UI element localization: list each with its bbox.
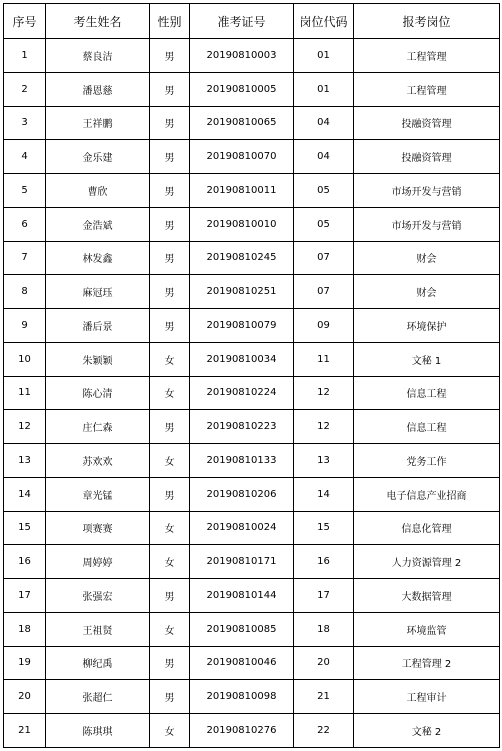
seq-cell: 5 (4, 174, 46, 208)
table-row (4, 309, 500, 343)
exam-number-cell: 20190810070 (190, 140, 294, 174)
gender-cell: 男 (150, 207, 190, 241)
post-cell: 工程审计 (354, 680, 500, 714)
name-cell: 麻冠珏 (46, 275, 150, 309)
exam-number-cell: 20190810251 (190, 275, 294, 309)
name-cell: 潘后景 (46, 309, 150, 343)
table-row (4, 342, 500, 376)
name-cell: 庄仁森 (46, 410, 150, 444)
seq-cell: 12 (4, 410, 46, 444)
post-cell: 投融资管理 (354, 106, 500, 140)
gender-cell: 女 (150, 444, 190, 478)
post-code-cell: 04 (294, 106, 354, 140)
name-cell: 朱颖颖 (46, 342, 150, 376)
seq-cell: 13 (4, 444, 46, 478)
header-seq: 序号 (4, 4, 46, 39)
header-post-code: 岗位代码 (294, 4, 354, 39)
seq-cell: 16 (4, 545, 46, 579)
table-header-row (4, 4, 500, 39)
name-cell: 陈琪琪 (46, 714, 150, 748)
seq-cell: 19 (4, 646, 46, 680)
table-row (4, 579, 500, 613)
post-cell: 市场开发与营销 (354, 207, 500, 241)
exam-number-cell: 20190810098 (190, 680, 294, 714)
post-cell: 工程管理 (354, 39, 500, 73)
exam-number-cell: 20190810011 (190, 174, 294, 208)
name-cell: 金浩斌 (46, 207, 150, 241)
exam-number-cell: 20190810005 (190, 72, 294, 106)
name-cell: 王祥鹏 (46, 106, 150, 140)
exam-number-cell: 20190810085 (190, 612, 294, 646)
post-cell: 财会 (354, 241, 500, 275)
gender-cell: 女 (150, 511, 190, 545)
gender-cell: 男 (150, 39, 190, 73)
table-row (4, 646, 500, 680)
seq-cell: 7 (4, 241, 46, 275)
post-code-cell: 16 (294, 545, 354, 579)
post-code-cell: 09 (294, 309, 354, 343)
gender-cell: 女 (150, 376, 190, 410)
exam-number-cell: 20190810003 (190, 39, 294, 73)
table-row (4, 477, 500, 511)
post-cell: 市场开发与营销 (354, 174, 500, 208)
header-post: 报考岗位 (354, 4, 500, 39)
gender-cell: 男 (150, 646, 190, 680)
table-row (4, 511, 500, 545)
exam-number-cell: 20190810010 (190, 207, 294, 241)
gender-cell: 男 (150, 140, 190, 174)
name-cell: 林发鑫 (46, 241, 150, 275)
header-gender: 性别 (150, 4, 190, 39)
post-cell: 环境保护 (354, 309, 500, 343)
table-row (4, 612, 500, 646)
post-code-cell: 11 (294, 342, 354, 376)
post-code-cell: 05 (294, 207, 354, 241)
header-name: 考生姓名 (46, 4, 150, 39)
post-cell: 文秘 2 (354, 714, 500, 748)
post-cell: 大数据管理 (354, 579, 500, 613)
exam-number-cell: 20190810079 (190, 309, 294, 343)
name-cell: 潘恩慈 (46, 72, 150, 106)
post-code-cell: 14 (294, 477, 354, 511)
gender-cell: 男 (150, 579, 190, 613)
seq-cell: 9 (4, 309, 46, 343)
table-row (4, 444, 500, 478)
gender-cell: 男 (150, 680, 190, 714)
seq-cell: 20 (4, 680, 46, 714)
gender-cell: 男 (150, 241, 190, 275)
table-row (4, 376, 500, 410)
gender-cell: 男 (150, 309, 190, 343)
table-row (4, 275, 500, 309)
seq-cell: 15 (4, 511, 46, 545)
table-row (4, 241, 500, 275)
seq-cell: 2 (4, 72, 46, 106)
post-code-cell: 01 (294, 39, 354, 73)
post-code-cell: 05 (294, 174, 354, 208)
exam-number-cell: 20190810224 (190, 376, 294, 410)
seq-cell: 10 (4, 342, 46, 376)
seq-cell: 17 (4, 579, 46, 613)
gender-cell: 男 (150, 72, 190, 106)
exam-number-cell: 20190810276 (190, 714, 294, 748)
post-code-cell: 07 (294, 275, 354, 309)
post-cell: 党务工作 (354, 444, 500, 478)
name-cell: 陈心清 (46, 376, 150, 410)
seq-cell: 18 (4, 612, 46, 646)
name-cell: 曹欣 (46, 174, 150, 208)
post-cell: 投融资管理 (354, 140, 500, 174)
post-code-cell: 21 (294, 680, 354, 714)
gender-cell: 女 (150, 342, 190, 376)
post-cell: 文秘 1 (354, 342, 500, 376)
table-row (4, 106, 500, 140)
candidate-table (3, 3, 500, 748)
exam-number-cell: 20190810223 (190, 410, 294, 444)
name-cell: 张强宏 (46, 579, 150, 613)
post-code-cell: 18 (294, 612, 354, 646)
name-cell: 金乐建 (46, 140, 150, 174)
gender-cell: 女 (150, 545, 190, 579)
gender-cell: 男 (150, 275, 190, 309)
name-cell: 柳纪禹 (46, 646, 150, 680)
exam-number-cell: 20190810245 (190, 241, 294, 275)
seq-cell: 1 (4, 39, 46, 73)
table-body (4, 39, 500, 748)
post-code-cell: 13 (294, 444, 354, 478)
post-code-cell: 01 (294, 72, 354, 106)
gender-cell: 男 (150, 477, 190, 511)
table-row (4, 140, 500, 174)
exam-number-cell: 20190810144 (190, 579, 294, 613)
gender-cell: 女 (150, 612, 190, 646)
post-code-cell: 20 (294, 646, 354, 680)
exam-number-cell: 20190810171 (190, 545, 294, 579)
seq-cell: 3 (4, 106, 46, 140)
exam-number-cell: 20190810133 (190, 444, 294, 478)
exam-number-cell: 20190810024 (190, 511, 294, 545)
post-cell: 环境监管 (354, 612, 500, 646)
seq-cell: 14 (4, 477, 46, 511)
seq-cell: 6 (4, 207, 46, 241)
post-cell: 电子信息产业招商 (354, 477, 500, 511)
gender-cell: 男 (150, 106, 190, 140)
table-row (4, 72, 500, 106)
seq-cell: 8 (4, 275, 46, 309)
exam-number-cell: 20190810034 (190, 342, 294, 376)
table-row (4, 174, 500, 208)
name-cell: 周婷婷 (46, 545, 150, 579)
post-cell: 财会 (354, 275, 500, 309)
name-cell: 蔡良洁 (46, 39, 150, 73)
header-exam-number: 准考证号 (190, 4, 294, 39)
post-cell: 工程管理 (354, 72, 500, 106)
name-cell: 项赛赛 (46, 511, 150, 545)
post-code-cell: 04 (294, 140, 354, 174)
name-cell: 张超仁 (46, 680, 150, 714)
table-row (4, 680, 500, 714)
table-row (4, 545, 500, 579)
post-cell: 工程管理 2 (354, 646, 500, 680)
post-code-cell: 12 (294, 376, 354, 410)
post-code-cell: 12 (294, 410, 354, 444)
post-code-cell: 22 (294, 714, 354, 748)
table-row (4, 410, 500, 444)
seq-cell: 21 (4, 714, 46, 748)
exam-number-cell: 20190810065 (190, 106, 294, 140)
post-code-cell: 15 (294, 511, 354, 545)
post-cell: 信息工程 (354, 410, 500, 444)
gender-cell: 男 (150, 174, 190, 208)
post-cell: 人力资源管理 2 (354, 545, 500, 579)
gender-cell: 男 (150, 410, 190, 444)
post-cell: 信息化管理 (354, 511, 500, 545)
seq-cell: 11 (4, 376, 46, 410)
post-cell: 信息工程 (354, 376, 500, 410)
exam-number-cell: 20190810046 (190, 646, 294, 680)
table-row (4, 714, 500, 748)
seq-cell: 4 (4, 140, 46, 174)
name-cell: 王祖贤 (46, 612, 150, 646)
exam-number-cell: 20190810206 (190, 477, 294, 511)
gender-cell: 女 (150, 714, 190, 748)
name-cell: 章光锰 (46, 477, 150, 511)
post-code-cell: 07 (294, 241, 354, 275)
table-row (4, 39, 500, 73)
name-cell: 苏欢欢 (46, 444, 150, 478)
table-row (4, 207, 500, 241)
post-code-cell: 17 (294, 579, 354, 613)
